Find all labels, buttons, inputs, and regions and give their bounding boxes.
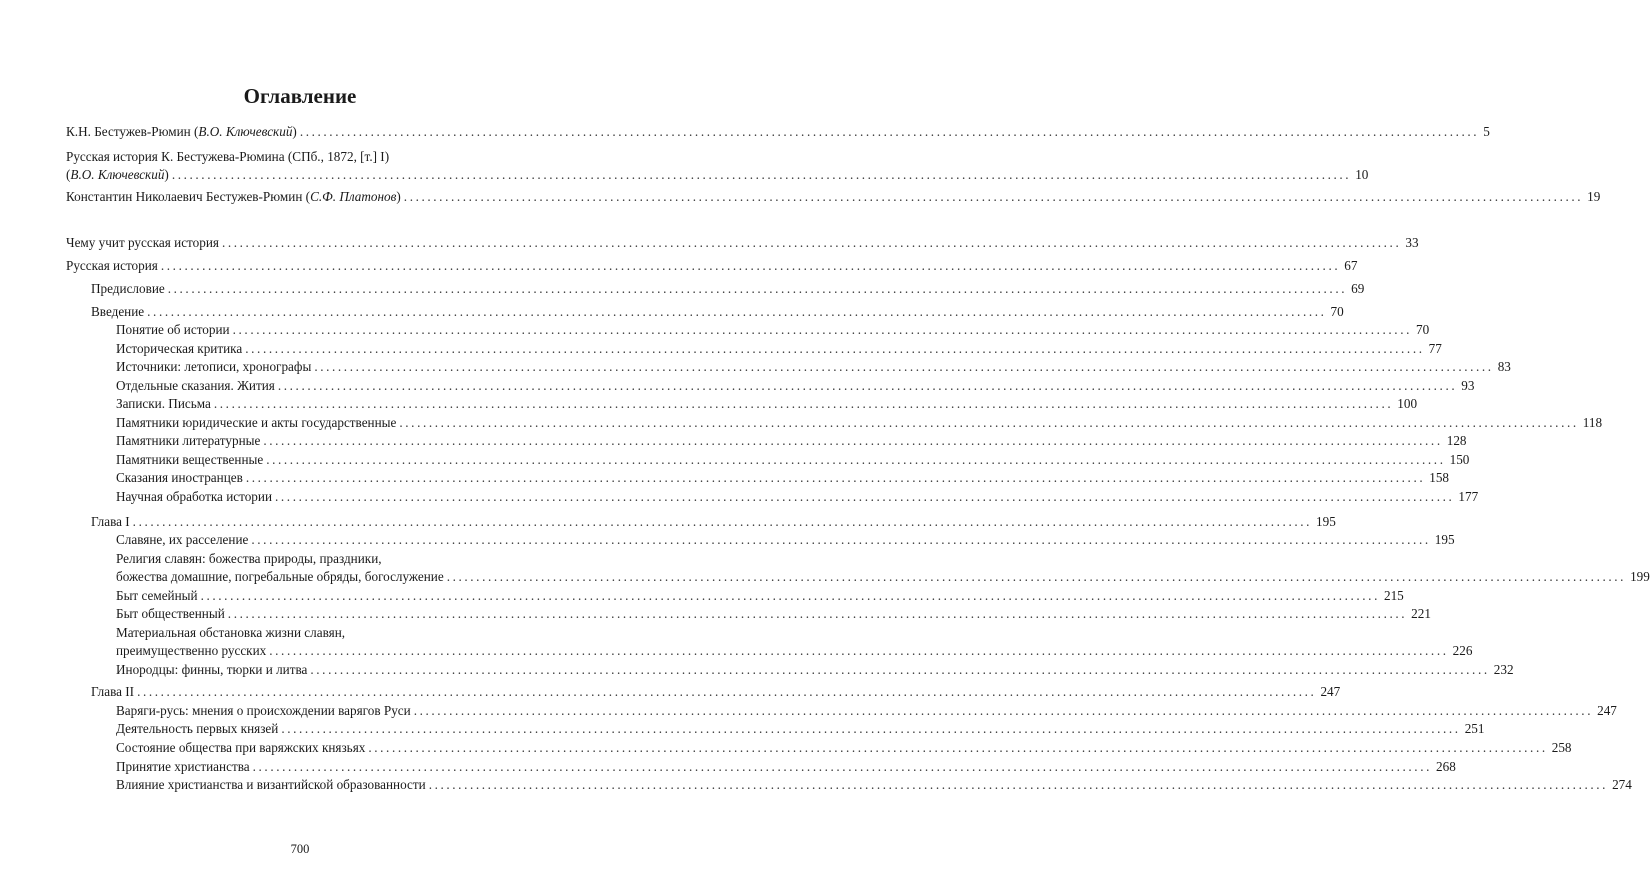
toc-entry-title bbox=[116, 469, 243, 486]
toc-entry[interactable] bbox=[91, 280, 1365, 297]
title-text: Славяне, их расселение bbox=[116, 532, 249, 547]
toc-entry[interactable] bbox=[116, 469, 1450, 486]
title-text: ) bbox=[292, 124, 297, 139]
toc-entry-title bbox=[91, 303, 144, 320]
title-text: Историческая критика bbox=[116, 341, 243, 356]
toc-entry-title bbox=[91, 513, 130, 530]
title-text: Сказания иностранцев bbox=[116, 470, 243, 485]
toc-entry-title bbox=[66, 257, 158, 274]
toc-entry-title bbox=[116, 395, 211, 412]
toc-entry-title bbox=[116, 340, 242, 357]
dot-leader: ........................................................................................................................................................................................................ bbox=[277, 378, 1458, 393]
toc-entry-title bbox=[116, 451, 263, 468]
toc-entry-title bbox=[116, 587, 198, 604]
author-name: В.О. Ключевский bbox=[70, 167, 165, 182]
title-text: Влияние христианства и византийской образованности bbox=[116, 777, 426, 792]
toc-page-number: 195 bbox=[1434, 532, 1455, 547]
toc-page-number: 118 bbox=[1582, 415, 1603, 430]
toc-entry-title bbox=[116, 642, 266, 659]
toc-entry-title bbox=[116, 776, 426, 793]
dot-leader: ........................................................................................................................................................................................................ bbox=[160, 258, 1341, 273]
title-text: Чему учит русская история bbox=[66, 235, 219, 250]
dot-leader: ........................................................................................................................................................................................................ bbox=[403, 189, 1584, 204]
toc-page-number: 195 bbox=[1316, 514, 1336, 529]
title-text: Русская история К. Бестужева-Рюмина (СПб., 1872, [т.] I) bbox=[66, 149, 390, 164]
toc-entry[interactable] bbox=[66, 234, 1419, 251]
dot-leader: ........................................................................................................................................................................................................ bbox=[251, 532, 1431, 547]
toc-entry[interactable] bbox=[116, 720, 1485, 737]
dot-leader: ........................................................................................................................................................................................................ bbox=[275, 489, 1455, 504]
toc-entry-title bbox=[116, 377, 275, 394]
title-text: ) bbox=[396, 189, 401, 204]
toc-entry-title bbox=[116, 661, 307, 678]
toc-entry-title bbox=[116, 358, 311, 375]
dot-leader: ........................................................................................................................................................................................................ bbox=[368, 740, 1548, 755]
author-name: С.Ф. Платонов bbox=[310, 189, 397, 204]
dot-leader: ........................................................................................................................................................................................................ bbox=[167, 281, 1348, 296]
toc-entry[interactable] bbox=[116, 340, 1442, 357]
toc-entry[interactable] bbox=[116, 624, 541, 641]
toc-page-number: 232 bbox=[1493, 662, 1514, 677]
author-name: В.О. Ключевский bbox=[198, 124, 293, 139]
toc-entry[interactable] bbox=[116, 568, 1650, 585]
dot-leader: ........................................................................................................................................................................................................ bbox=[399, 415, 1579, 430]
toc-entry-title bbox=[91, 280, 165, 297]
toc-entry-title bbox=[116, 605, 225, 622]
toc-page-number: 150 bbox=[1449, 452, 1470, 467]
toc-entry[interactable] bbox=[116, 642, 1473, 659]
toc-entry-title bbox=[66, 188, 401, 205]
toc-entry[interactable] bbox=[116, 531, 1455, 548]
title-text: ( bbox=[66, 167, 71, 182]
dot-leader: ........................................................................................................................................................................................................ bbox=[314, 359, 1494, 374]
toc-page-number: 177 bbox=[1458, 489, 1479, 504]
title-text: Религия славян: божества природы, праздники, bbox=[116, 551, 382, 566]
toc-page-number: 70 bbox=[1330, 304, 1344, 319]
toc-entry[interactable] bbox=[116, 739, 1572, 756]
title-text: Предисловие bbox=[91, 281, 165, 296]
dot-leader: ........................................................................................................................................................................................................ bbox=[221, 235, 1402, 250]
toc-page-number: 251 bbox=[1464, 721, 1485, 736]
toc-entry[interactable] bbox=[91, 303, 1344, 320]
toc-entry-title bbox=[116, 739, 365, 756]
toc-entry-title bbox=[116, 702, 411, 719]
title-text: Введение bbox=[91, 304, 145, 319]
toc-entry[interactable] bbox=[116, 758, 1456, 775]
title-text: Деятельность первых князей bbox=[116, 721, 279, 736]
dot-leader: ........................................................................................................................................................................................................ bbox=[232, 322, 1412, 337]
dot-leader: ........................................................................................................................................................................................................ bbox=[171, 167, 1352, 182]
dot-leader: ........................................................................................................................................................................................................ bbox=[263, 433, 1443, 448]
dot-leader: ........................................................................................................................................................................................................ bbox=[413, 703, 1594, 718]
toc-page-number: 100 bbox=[1397, 396, 1418, 411]
toc-page-number: 93 bbox=[1461, 378, 1475, 393]
dot-leader: ........................................................................................................................................................................................................ bbox=[299, 124, 1480, 139]
dot-leader: ........................................................................................................................................................................................................ bbox=[200, 588, 1380, 603]
title-text: Быт общественный bbox=[116, 606, 225, 621]
title-text: К.Н. Бестужев-Рюмин ( bbox=[66, 124, 199, 139]
toc-entry-title bbox=[116, 720, 278, 737]
dot-leader: ........................................................................................................................................................................................................ bbox=[245, 341, 1425, 356]
title-text: Быт семейный bbox=[116, 588, 198, 603]
toc-page-number: 258 bbox=[1551, 740, 1572, 755]
toc-entry[interactable] bbox=[116, 321, 1430, 338]
toc-entry[interactable] bbox=[116, 587, 1404, 604]
title-text: Состояние общества при варяжских князьях bbox=[116, 740, 366, 755]
toc-entry-title bbox=[66, 123, 297, 140]
title-text: Константин Николаевич Бестужев-Рюмин ( bbox=[66, 189, 311, 204]
toc-entry-title bbox=[66, 166, 169, 183]
toc-entry-title bbox=[116, 488, 272, 505]
toc-entry-title bbox=[116, 414, 396, 431]
toc-entry[interactable] bbox=[116, 550, 541, 567]
toc-page-number: 5 bbox=[1483, 124, 1490, 139]
dot-leader: ........................................................................................................................................................................................................ bbox=[310, 662, 1490, 677]
toc-entry-title bbox=[66, 234, 219, 251]
toc-entry[interactable] bbox=[66, 148, 541, 165]
toc-page-number: 10 bbox=[1355, 167, 1369, 182]
toc-entry-title bbox=[116, 568, 444, 585]
title-text: Отдельные сказания. Жития bbox=[116, 378, 275, 393]
toc-page-number: 274 bbox=[1612, 777, 1632, 792]
dot-leader: ........................................................................................................................................................................................................ bbox=[245, 470, 1426, 485]
dot-leader: ........................................................................................................................................................................................................ bbox=[428, 777, 1609, 792]
toc-entry[interactable] bbox=[116, 451, 1470, 468]
dot-leader: ........................................................................................................................................................................................................ bbox=[132, 514, 1313, 529]
title-text: Памятники вещественные bbox=[116, 452, 264, 467]
dot-leader: ........................................................................................................................................................................................................ bbox=[137, 684, 1317, 699]
dot-leader: ........................................................................................................................................................................................................ bbox=[147, 304, 1327, 319]
toc-entry[interactable] bbox=[116, 661, 1514, 678]
title-text: Записки. Письма bbox=[116, 396, 211, 411]
page-title: Оглавление bbox=[243, 84, 357, 108]
toc-entry[interactable] bbox=[116, 377, 1475, 394]
title-text: Русская история bbox=[66, 258, 158, 273]
toc-entry-title bbox=[116, 531, 248, 548]
title-text: Глава I bbox=[91, 514, 130, 529]
toc-page-number: 19 bbox=[1587, 189, 1601, 204]
dot-leader: ........................................................................................................................................................................................................ bbox=[281, 721, 1461, 736]
title-text: Принятие христианства bbox=[116, 759, 250, 774]
toc-entry-title bbox=[116, 624, 345, 641]
toc-entry[interactable] bbox=[116, 414, 1603, 431]
toc-page-number: 221 bbox=[1411, 606, 1431, 621]
dot-leader: ........................................................................................................................................................................................................ bbox=[252, 759, 1432, 774]
toc-entry-title bbox=[116, 321, 230, 338]
toc-page-number: 70 bbox=[1416, 322, 1430, 337]
toc-page-number: 77 bbox=[1428, 341, 1442, 356]
toc-entry[interactable] bbox=[66, 257, 1358, 274]
dot-leader: ........................................................................................................................................................................................................ bbox=[269, 643, 1449, 658]
dot-leader: ........................................................................................................................................................................................................ bbox=[227, 606, 1408, 621]
page-number: 700 bbox=[290, 842, 310, 856]
toc-page-number: 199 bbox=[1630, 569, 1650, 584]
dot-leader: ........................................................................................................................................................................................................ bbox=[213, 396, 1394, 411]
title-text: ) bbox=[164, 167, 169, 182]
toc-entry-title bbox=[116, 550, 382, 567]
toc-page-number: 226 bbox=[1452, 643, 1473, 658]
toc-page-number: 215 bbox=[1383, 588, 1404, 603]
toc-page-number: 67 bbox=[1344, 258, 1358, 273]
title-text: Инородцы: финны, тюрки и литва bbox=[116, 662, 308, 677]
title-text: преимущественно русских bbox=[116, 643, 267, 658]
toc-entry[interactable] bbox=[91, 683, 1341, 700]
dot-leader: ........................................................................................................................................................................................................ bbox=[446, 569, 1627, 584]
toc-entry[interactable] bbox=[116, 605, 1431, 622]
toc-page-number: 158 bbox=[1429, 470, 1450, 485]
toc-entry[interactable] bbox=[116, 358, 1511, 375]
toc-entry[interactable] bbox=[116, 488, 1479, 505]
toc-entry[interactable] bbox=[116, 776, 1632, 793]
dot-leader: ........................................................................................................................................................................................................ bbox=[266, 452, 1446, 467]
toc-page-number: 247 bbox=[1597, 703, 1617, 718]
title-text: Памятники литературные bbox=[116, 433, 261, 448]
title-text: Глава II bbox=[91, 684, 135, 699]
title-text: Понятие об истории bbox=[116, 322, 230, 337]
toc-entry-title bbox=[91, 683, 134, 700]
title-text: Варяги-русь: мнения о происхождении варягов Руси bbox=[116, 703, 411, 718]
toc-page-number: 268 bbox=[1436, 759, 1456, 774]
title-text: Научная обработка истории bbox=[116, 489, 273, 504]
title-text: Источники: летописи, хронографы bbox=[116, 359, 312, 374]
toc-entry[interactable] bbox=[66, 123, 1490, 140]
toc-entry[interactable] bbox=[116, 432, 1467, 449]
toc-page-number: 128 bbox=[1446, 433, 1467, 448]
toc-entry-title bbox=[116, 432, 260, 449]
toc-entry-title bbox=[66, 148, 389, 165]
toc-entry[interactable] bbox=[66, 166, 1369, 183]
toc-entry[interactable] bbox=[116, 702, 1617, 719]
toc-entry-title bbox=[116, 758, 250, 775]
toc-page-number: 33 bbox=[1405, 235, 1419, 250]
toc-page-number: 83 bbox=[1497, 359, 1511, 374]
toc-entry[interactable] bbox=[66, 188, 1601, 205]
title-text: Материальная обстановка жизни славян, bbox=[116, 625, 346, 640]
toc-entry[interactable] bbox=[91, 513, 1336, 530]
toc-page-number: 69 bbox=[1351, 281, 1365, 296]
toc-page-number: 247 bbox=[1320, 684, 1341, 699]
title-text: Памятники юридические и акты государственные bbox=[116, 415, 397, 430]
toc-entry[interactable] bbox=[116, 395, 1418, 412]
title-text: божества домашние, погребальные обряды, богослужение bbox=[116, 569, 444, 584]
